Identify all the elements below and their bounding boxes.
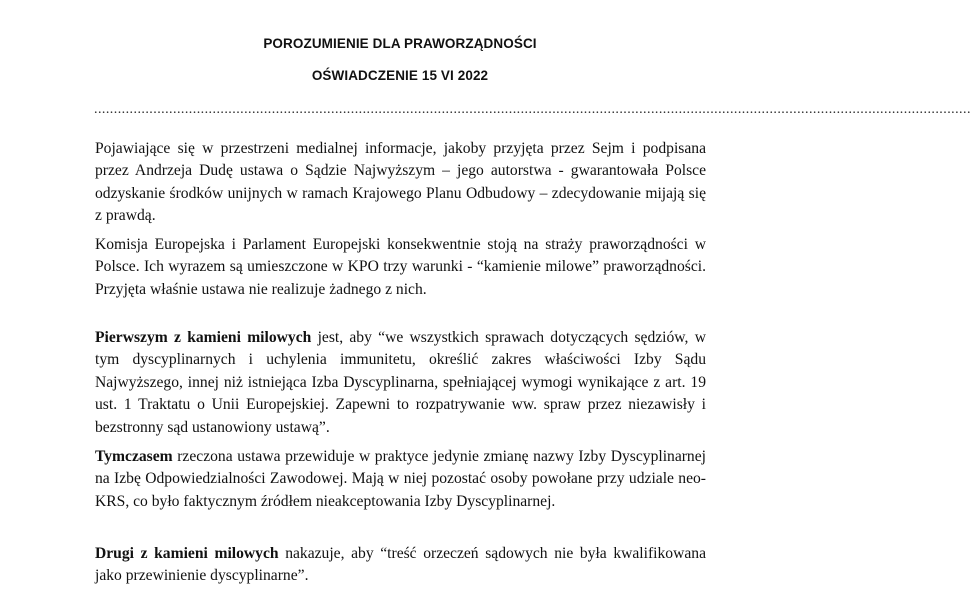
paragraph-text: Pojawiające się w przestrzeni medialnej informacje, jakoby przyjęta przez Sejm i podpisana przez Andrzeja Dudę ustawa o Sądzie Najwyższym – jego autorstwa - gwarantowała Polsce odzyskanie środków unijnych w ramach Krajowego Planu Odbudowy – zdecydowanie mijają się z prawdą.	[95, 140, 706, 225]
paragraph-text: jest, aby “we wszystkich sprawach dotyczących sędziów, w tym dyscyplinarnych i uchylenia immunitetu, określić zakres właściwości Izby Sądu Najwyższego, innej niż istniejąca Izba Dyscyplinarna, spełniającej wymogi wynikające z art. 19 ust. 1 Traktatu o Unii Europejskiej. Zapewni to rozpatrywanie ww. spraw przez niezawisły i bezstronny sąd ustanowiony ustawą”.	[95, 329, 706, 436]
paragraph-4	[95, 446, 706, 513]
paragraph-lead: Drugi z kamieni milowych	[95, 545, 279, 562]
paragraph-text: nakazuje, aby “treść orzeczeń sądowych nie była kwalifikowana jako przewinienie dyscyplinarne”.	[95, 545, 706, 585]
dotted-separator: ..............................................................................................................................................................................................................................	[94, 102, 971, 117]
paragraph-text: Komisja Europejska i Parlament Europejski konsekwentnie stoją na straży praworządności w Polsce. Ich wyrazem są umieszczone w KPO trzy warunki - “kamienie milowe” praworządności. Przyjęta właśnie ustawa nie realizuje żadnego z nich.	[95, 236, 706, 298]
paragraph-2	[95, 234, 706, 301]
paragraph-lead: Tymczasem	[95, 448, 173, 465]
paragraph-3	[95, 327, 706, 439]
document-title: POROZUMIENIE DLA PRAWORZĄDNOŚCI	[263, 36, 537, 51]
paragraph-text: rzeczona ustawa przewiduje w praktyce jedynie zmianę nazwy Izby Dyscyplinarnej na Izbę Odpowiedzialności Zawodowej. Mają w niej pozostać osoby powołane przy udziale neo-KRS, co było faktycznym źródłem nieakceptowania Izby Dyscyplinarnej.	[95, 448, 706, 510]
paragraph-lead: Pierwszym z kamieni milowych	[95, 329, 312, 346]
document-subtitle: OŚWIADCZENIE 15 VI 2022	[311, 68, 489, 83]
paragraph-1	[95, 138, 706, 228]
paragraph-5	[95, 543, 706, 588]
